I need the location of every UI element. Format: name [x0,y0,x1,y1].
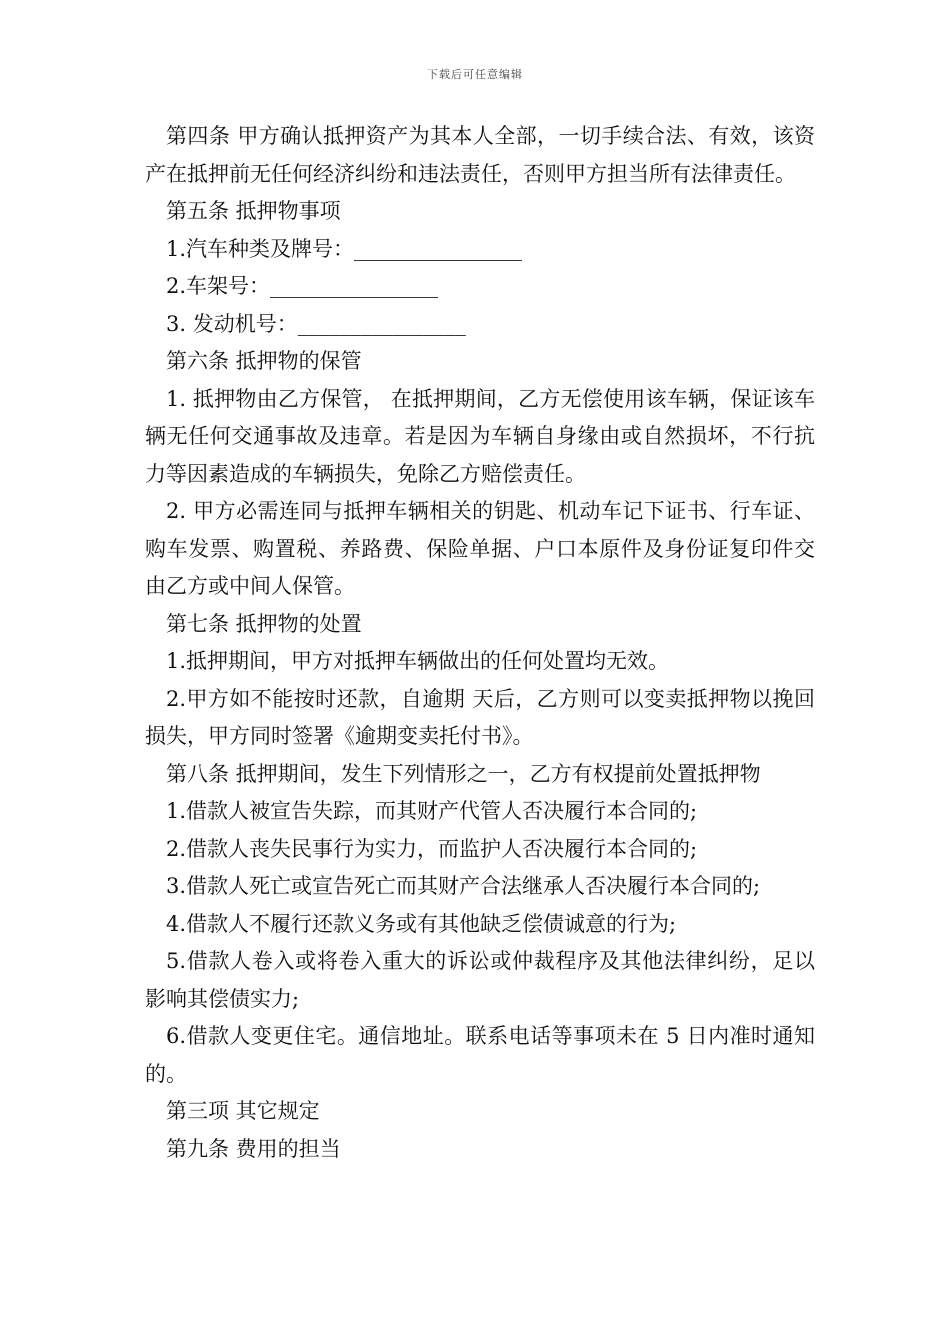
article-6-item-1: 1. 抵押物由乙方保管， 在抵押期间，乙方无偿使用该车辆，保证该车辆无任何交通事故及违章。若是因为车辆自身缘由或自然损坏，不行抗力等因素造成的车辆损失，免除乙方赔偿责任。 [145,386,815,486]
article-5-item-3: 3. 发动机号：________________ [166,311,466,336]
article-7-item-2: 2.甲方如不能按时还款，自逾期 天后，乙方则可以变卖抵押物以挽回损失，甲方同时签署《逾期变卖托付书》。 [145,686,815,748]
article-8-item-6: 6.借款人变更住宅。通信地址。联系电话等事项未在 5 日内准时通知的。 [145,1024,815,1086]
section-3-heading: 第三项 其它规定 [166,1099,320,1123]
article-8-item-4: 4.借款人不履行还款义务或有其他缺乏偿债诚意的行为; [166,911,677,936]
article-8-heading: 第八条 抵押期间，发生下列情形之一，乙方有权提前处置抵押物 [166,761,761,786]
article-5-heading: 第五条 抵押物事项 [166,199,341,223]
article-8-item-1: 1.借款人被宣告失踪，而其财产代管人否决履行本合同的; [166,799,698,823]
document-body [145,118,815,1168]
article-4-paragraph: 第四条 甲方确认抵押资产为其本人全部，一切手续合法、有效，该资产在抵押前无任何经济纠纷和违法责任，否则甲方担当所有法律责任。 [145,124,815,186]
article-6-item-2: 2. 甲方必需连同与抵押车辆相关的钥匙、机动车记下证书、行车证、购车发票、购置税、养路费、保险单据、户口本原件及身份证复印件交由乙方或中间人保管。 [145,499,815,598]
article-7-heading: 第七条 抵押物的处置 [166,611,362,636]
page-header: 下载后可任意编辑 [427,68,523,81]
article-8-item-2: 2.借款人丧失民事行为实力，而监护人否决履行本合同的; [166,836,698,861]
article-6-heading: 第六条 抵押物的保管 [166,349,362,373]
article-5-item-2: 2.车架号：________________ [166,274,439,298]
article-7-item-1: 1.抵押期间，甲方对抵押车辆做出的任何处置均无效。 [166,649,670,673]
article-8-item-3: 3.借款人死亡或宣告死亡而其财产合法继承人否决履行本合同的; [166,874,761,898]
article-8-item-5: 5.借款人卷入或将卷入重大的诉讼或仲裁程序及其他法律纠纷，足以影响其偿债实力; [145,949,815,1011]
article-5-item-1: 1.汽车种类及牌号：________________ [166,236,523,261]
article-9-heading: 第九条 费用的担当 [166,1136,341,1161]
